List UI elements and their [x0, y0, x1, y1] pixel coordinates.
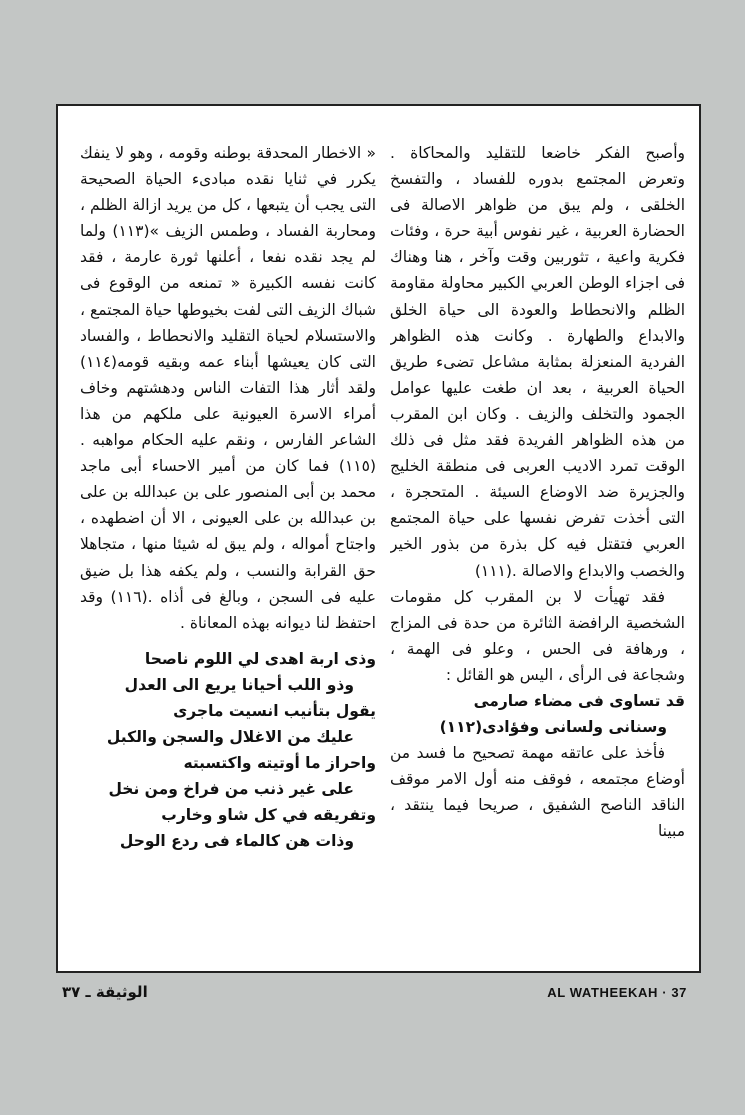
arabic-page-footer: الوثيقة ـ ٣٧	[62, 983, 148, 1001]
verse-line: وذى اربة اهدى لي اللوم ناصحا	[144, 649, 376, 668]
verse-line: وسنانى ولسانى وفؤادى(١١٢)	[439, 718, 667, 737]
verse-line: وذو اللب أحيانا يريع الى العدل	[124, 675, 354, 694]
verse-line: على غير ذنب من فراخ ومن نخل	[108, 780, 354, 799]
verse-line: عليك من الاغلال والسجن والكبل	[106, 728, 354, 747]
poem-verse	[390, 688, 685, 740]
article-page	[56, 104, 701, 973]
verse-line: وتفريقه في كل شاو وخارب	[161, 806, 376, 825]
verse-spacer	[80, 636, 376, 646]
paragraph: فأخذ على عاتقه مهمة تصحيح ما فسد من أوضاع مجتمعه ، فوقف منه أول الامر موقف الناقد الناصح الشفيق ، صريحا فيما ينتقد ، مبينا	[390, 744, 685, 841]
left-text-column	[80, 140, 376, 960]
verse-line: واحراز ما أوتيته واكتسبته	[183, 754, 376, 773]
verse-line: وذات هن كالماء فى ردع الوحل	[119, 832, 354, 851]
latin-page-footer: AL WATHEEKAH · 37	[547, 985, 687, 1000]
verse-line: قد تساوى فى مضاء صارمى	[473, 691, 685, 710]
poem-verses	[80, 646, 376, 855]
right-text-column	[390, 140, 685, 960]
paragraph: « الاخطار المحدقة بوطنه وقومه ، وهو لا ينفك يكرر في ثنايا نقده مبادىء الحياة الصحيحة التى يجب أن يتبعها ، كل من يريد ازالة الظلم ، ومحاربة الفساد ، وطمس الزيف »(١١٣) ولما لم يجد نقده نفعا ، أعلنها ثورة عارمة ، فقد كانت نفسه الكبيرة « تمنعه من الوقوع فى شباك الزيف التى لفت بخيوطها حياة المجتمع ، والاستسلام لحياة التقليد والانحطاط ، والفساد التى كان يعيشها أبناء عمه وبقيه قومه(١١٤) ولقد أثار هذا التفات الناس ودهشتهم وخاف أمراء الاسرة العيونية على ملكهم من هذا الشاعر الفارس ، ونقم عليه الحكام مواهبه .(١١٥) فما كان من أمير الاحساء أبى ماجد محمد بن أبى المنصور على بن عبدالله بن على بن عبدالله بن على العيونى ، الا أن اضطهده ، واجتاح أمواله ، ولم يبق له شيئا منها ، متجاهلا حق القرابة والنسب ، ولم يكفه هذا بل ضيق عليه فى السجن ، وبالغ فى أذاه .(١١٦) وقد احتفظ لنا ديوانه بهذه المعاناة .	[80, 144, 376, 632]
verse-line: يقول بتأنيب انسيت ماجرى	[173, 701, 376, 720]
paragraph: فقد تهيأت لا بن المقرب كل مقومات الشخصية الرافضة الثائرة من حدة فى المزاج ، ورهافة فى الحس ، وعلو فى الهمة ، وشجاعة فى الرأى ، اليس هو القائل :	[390, 587, 685, 684]
paragraph: وأصبح الفكر خاضعا للتقليد والمحاكاة . وتعرض المجتمع بدوره للفساد ، والتفسخ الخلقى ، ولم يبق من ظواهر الاصالة فى الحضارة العربية ، غير نفوس أبية حرة ، وفئات فكرية واعية ، تثوربين وقت وآخر ، هنا وهناك فى اجزاء الوطن العربي الكبير محاولة مقاومة الظلم والانحطاط والعودة الى حياة الخلق والابداع والطهارة . وكانت هذه الظواهر الفردية المنعزلة بمثابة مشاعل تضىء طريق الحياة العربية ، بعد ان طغت عليها عوامل الجمود والتخلف والزيف . وكان ابن المقرب من هذه الظواهر الفريدة فقد مثل فى ذلك الوقت تمرد الاديب العربى فى منطقة الخليج والجزيرة ضد الاوضاع السيئة . المتحجرة ، التى أخذت تفرض نفسها على حياة المجتمع العربي فتقتل فيه كل بذرة من بذور الخير والخصب والابداع والاصالة .(١١١)	[390, 144, 685, 580]
